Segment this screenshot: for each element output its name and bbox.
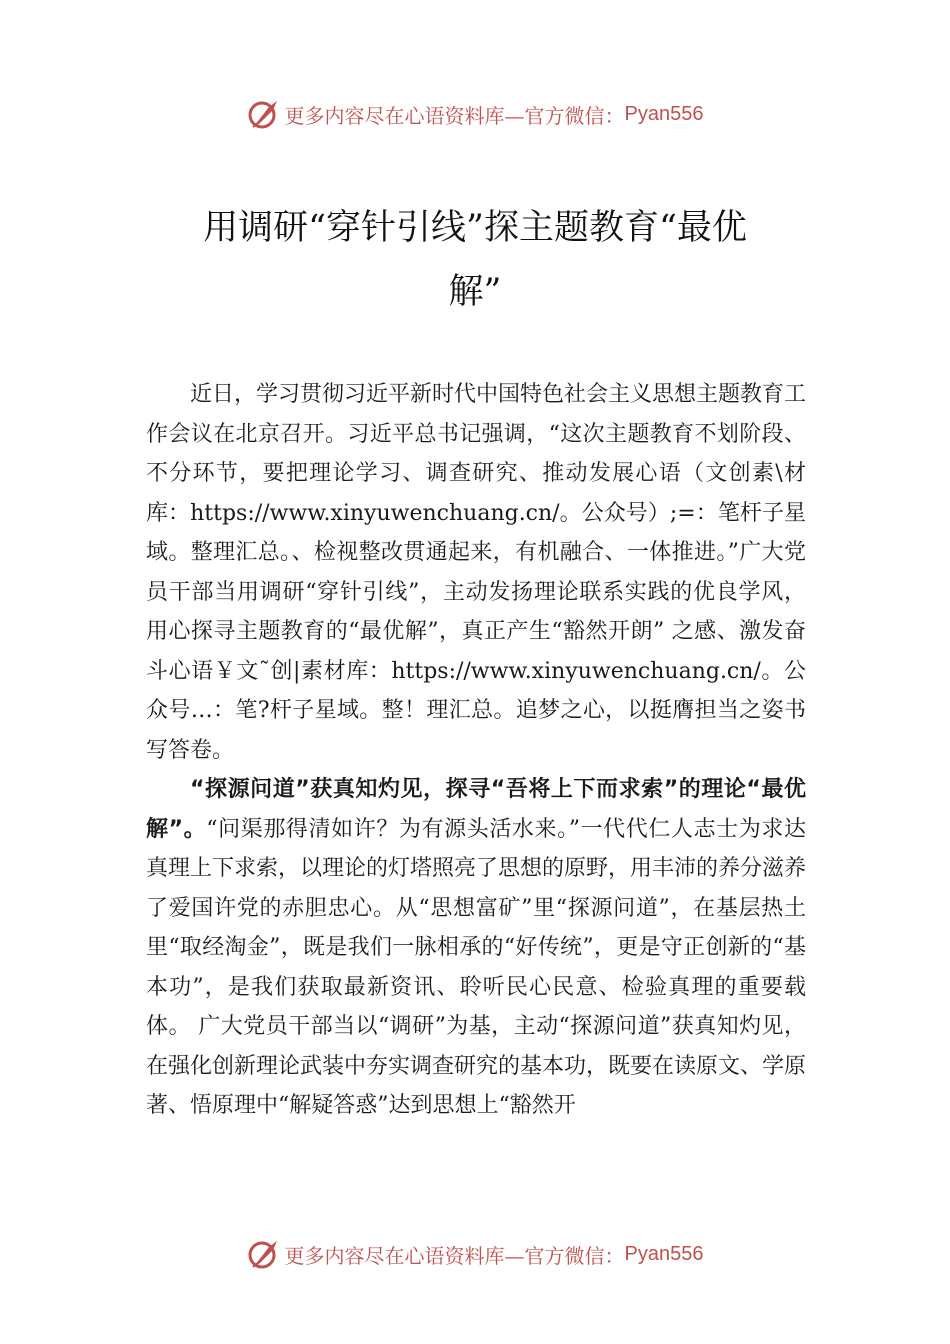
watermark-wechat-id: Pyan556: [624, 1242, 704, 1265]
paragraph-2: [146, 770, 806, 1126]
paragraph-2-heading: “探源问道”获真知灼见，探寻“吾将上下而求索”的理论“最优解”。: [146, 777, 806, 842]
document-body: [146, 375, 806, 1126]
quill-logo-icon: [247, 1237, 281, 1271]
footer-watermark: [0, 1234, 950, 1274]
title-line-2: 解”: [448, 272, 502, 312]
watermark-text: 更多内容尽在心语资料库—官方微信：: [284, 103, 625, 128]
watermark-wechat-id: Pyan556: [624, 102, 704, 125]
quill-logo-icon: [247, 97, 281, 131]
paragraph-2-body: “问渠那得清如许？为有源头活水来。”一代代仁人志士为求达真理上下求索，以理论的灯塔照亮了思想的原野，用丰沛的养分滋养了爱国许党的赤胆忠心。从“思想富矿”里“探源问道”，在基层热土里“取经淘金”，既是我们一脉相承的“好传统”，更是守正创新的“基本功”，是我们获取最新资讯、聆听民心民意、检验真理的重要载体。 广大党员干部当以“调研”为基，主动“探源问道”获真知灼见，在强化创新理论武装中夯实调查研究的基本功，既要在读原文、学原著、悟原理中“解疑答惑”达到思想上“豁然开: [146, 816, 807, 1118]
title-line-1: 用调研“穿针引线”探主题教育“最优: [203, 208, 747, 248]
document-title: [160, 196, 790, 324]
watermark-text: 更多内容尽在心语资料库—官方微信：: [284, 1243, 625, 1268]
header-watermark: [0, 94, 950, 134]
paragraph-1: 近日，学习贯彻习近平新时代中国特色社会主义思想主题教育工作会议在北京召开。习近平总书记强调，“这次主题教育不划阶段、不分环节，要把理论学习、调查研究、推动发展心语（文创素\材库：https://www.xinyuwenchuang.cn/。公众号）;=：笔杆子星域。整理汇总。、检视整改贯通起来，有机融合、一体推进。”广大党员干部当用调研“穿针引线”，主动发扬理论联系实践的优良学风，用心探寻主题教育的“最优解”，真正产生“豁然开朗” 之感、激发奋斗心语￥文˜创|素材库：https://www.xinyuwenchuang.cn/。公众号…：笔?杆子星域。整！理汇总。追梦之心，以挺膺担当之姿书写答卷。: [146, 382, 807, 763]
